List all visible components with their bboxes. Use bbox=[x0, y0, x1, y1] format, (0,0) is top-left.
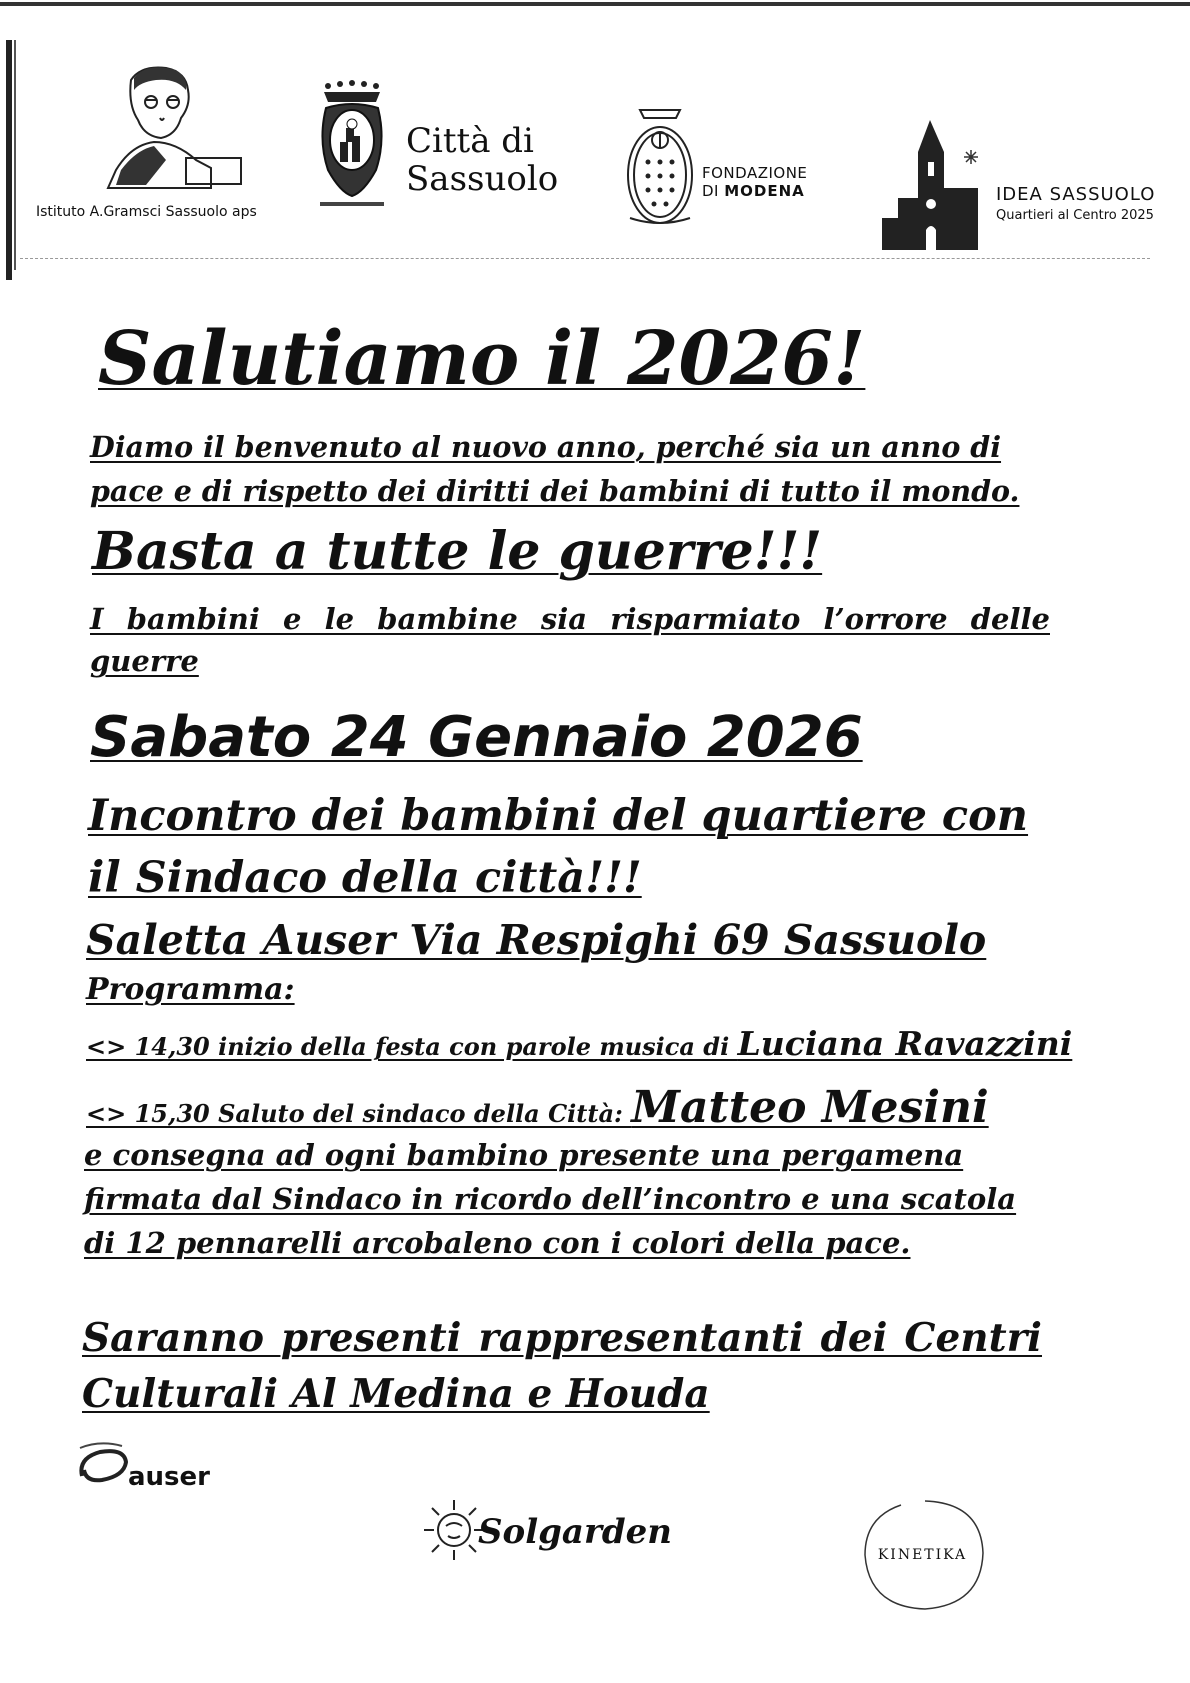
fondazione-line2-bold: MODENA bbox=[724, 182, 805, 200]
programme-item-2-text: <> 15,30 Saluto del sindaco della Città: bbox=[86, 1099, 632, 1128]
kinetika-wordmark: KINETIKA bbox=[877, 1547, 968, 1563]
sassuolo-coat-of-arms-icon bbox=[318, 80, 398, 220]
fondazione-line1: FONDAZIONE bbox=[702, 164, 808, 182]
header-divider bbox=[20, 258, 1150, 259]
church-tower-icon bbox=[878, 118, 988, 253]
poster-title: Salutiamo il 2026! bbox=[98, 316, 866, 402]
scan-top-edge bbox=[0, 2, 1190, 6]
meeting-heading: Incontro dei bambini del quartiere con il Sindaco della città!!! bbox=[88, 791, 1029, 903]
event-place: Saletta Auser Via Respighi 69 Sassuolo bbox=[86, 916, 987, 964]
auser-wordmark: auser bbox=[128, 1462, 210, 1492]
gramsci-portrait-icon bbox=[36, 60, 306, 200]
fondazione-name bbox=[702, 164, 807, 200]
programme-heading: Programma: bbox=[86, 972, 295, 1007]
gramsci-caption: Istituto A.Gramsci Sassuolo aps bbox=[36, 204, 257, 220]
fondazione-emblem-icon bbox=[620, 100, 700, 230]
fondazione-modena-logo bbox=[620, 100, 820, 235]
programme-item-1-text: <> 14,30 inizio della festa con parole musica di bbox=[86, 1032, 738, 1061]
sassuolo-line2: Sassuolo bbox=[406, 159, 559, 199]
basta-heading: Basta a tutte le guerre!!! bbox=[92, 521, 823, 582]
citta-di-sassuolo-logo bbox=[318, 80, 568, 225]
scan-left-edge bbox=[6, 40, 12, 280]
gramsci-logo bbox=[36, 60, 306, 220]
solgarden-wordmark: Solgarden bbox=[478, 1512, 672, 1552]
idea-title: IDEA SASSUOLO bbox=[996, 184, 1156, 205]
closing-text: Saranno presenti rappresentanti dei Centri Culturali Al Medina e Houda bbox=[82, 1315, 1042, 1417]
event-date: Sabato 24 Gennaio 2026 bbox=[90, 705, 863, 770]
idea-sassuolo-logo bbox=[878, 118, 1168, 253]
intro-text: Diamo il benvenuto al nuovo anno, perché sia un anno di pace e di rispetto dei diritti dei bambini di tutto il mondo. bbox=[90, 430, 1020, 508]
children-text: I bambini e le bambine sia risparmiato l’orrore delle guerre bbox=[90, 602, 1050, 678]
auser-swirl-icon bbox=[76, 1440, 136, 1490]
sassuolo-line1: Città di bbox=[406, 121, 534, 161]
programme-item-2-continuation: e consegna ad ogni bambino presente una pergamena firmata dal Sindaco in ricordo dell’incontro e una scatola di 12 pennarelli arcobaleno con i colori della pace. bbox=[84, 1138, 1017, 1260]
idea-subtitle: Quartieri al Centro 2025 bbox=[996, 208, 1154, 223]
scan-left-edge-thin bbox=[14, 40, 16, 270]
kinetika-logo bbox=[855, 1495, 990, 1615]
fondazione-line2 bbox=[702, 182, 807, 200]
sassuolo-name bbox=[406, 122, 558, 198]
fondazione-line2-prefix: DI bbox=[702, 182, 725, 200]
auser-logo bbox=[76, 1440, 236, 1500]
programme-item-2-name: Matteo Mesini bbox=[631, 1082, 989, 1133]
solgarden-logo bbox=[420, 1490, 690, 1580]
programme-item-1-name: Luciana Ravazzini bbox=[737, 1024, 1073, 1063]
programme-item-1 bbox=[86, 1020, 1072, 1071]
